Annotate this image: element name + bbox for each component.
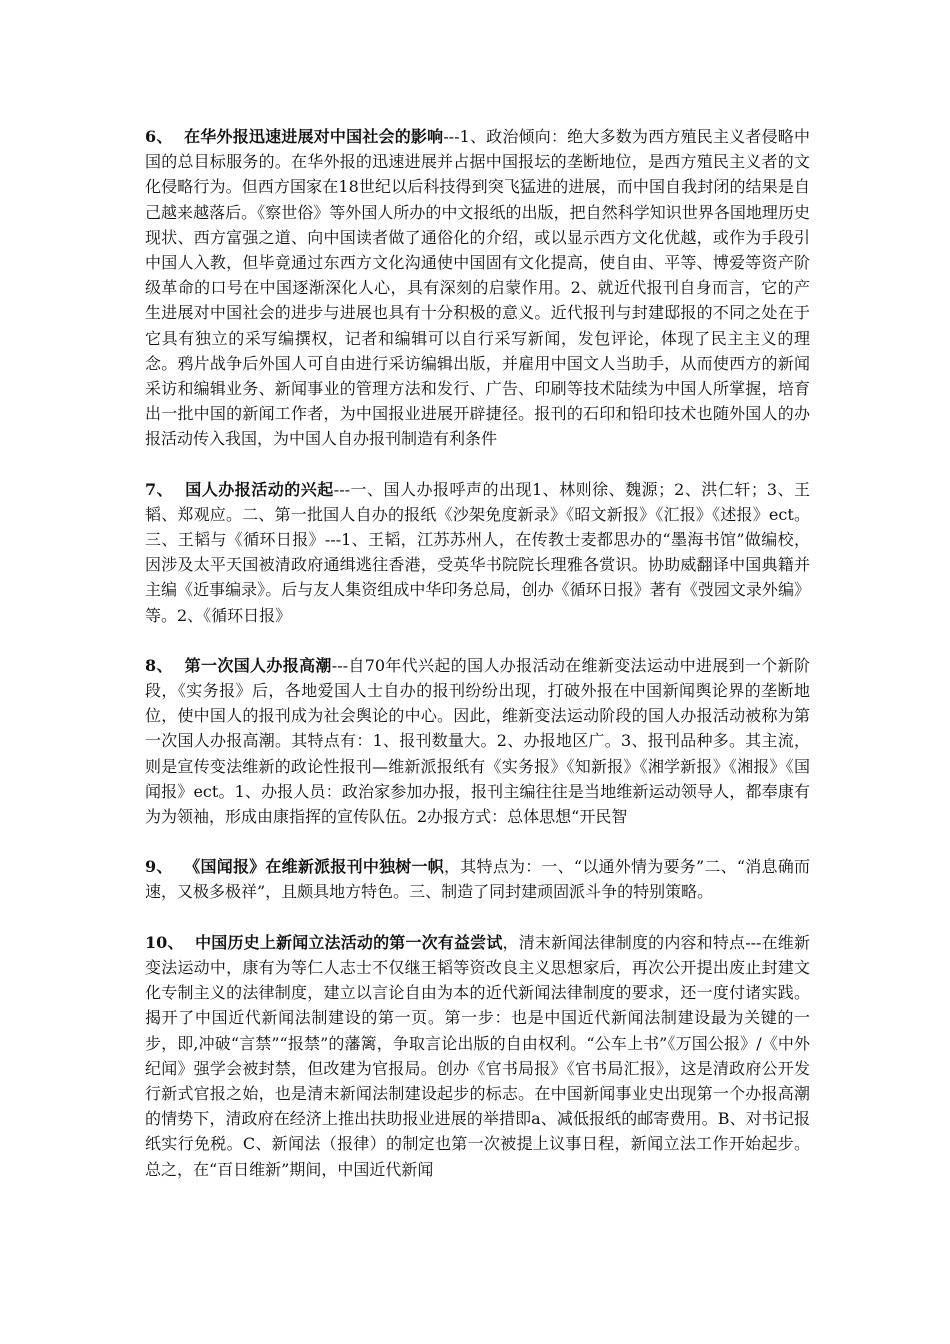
- item-body: ---自70年代兴起的国人办报活动在维新变法运动中进展到一个新阶段，《实务报》后，各地爱国人士自办的报刊纷纷出现，打破外报在中国新闻舆论界的垄断地位，使中国人的报刊成为社会舆论的中心。因此，维新变法运动阶段的国人办报活动被称为第一次国人办报高潮。其特点有：1、报刊数量大。2、办报地区广。3、报刊品种多。其主流，则是宣传变法维新的政论性报刊—维新派报纸有《实务报》《知新报》《湘学新报》《湘报》《国闻报》ect。1、办报人员：政治家参加办报，报刊主编往往是当地维新运动领导人，都奉康有为为领袖，形成由康指挥的宣传队伍。2办报方式：总体思想“开民智: [145, 655, 810, 827]
- item-number: 8、: [145, 655, 173, 675]
- item-number: 7、: [145, 479, 174, 499]
- item-heading: 国人办报活动的兴起: [185, 479, 334, 499]
- paragraph-8: [145, 653, 810, 829]
- item-number: 9、: [145, 857, 173, 877]
- paragraph-9: [145, 854, 810, 904]
- item-heading: 中国历史上新闻立法活动的第一次有益尝试: [195, 932, 503, 952]
- item-body: ，其特点为：一、“以通外情为要务”二、“消息确而速，又极多极祥”，且颇具地方特色。三、制造了同封建顽固派斗争的特别策略。: [145, 857, 810, 902]
- item-number: 6、: [145, 127, 173, 146]
- item-heading: 《国闻报》在维新派报刊中独树一帜: [184, 857, 445, 877]
- paragraph-6: [145, 124, 810, 452]
- document-page: [145, 124, 810, 1207]
- item-heading: 第一次国人办报高潮: [184, 655, 332, 675]
- item-number: 10、: [145, 932, 184, 952]
- item-body: ---一、国人办报呼声的出现1、林则徐、魏源；2、洪仁轩；3、王韬、郑观应。二、第一批国人自办的报纸《沙架免度新录》《昭文新报》《汇报》《述报》ect。三、王韬与《循环日报》---1、王韬，江苏苏州人，在传教士麦都思办的“墨海书馆”做编校，因涉及太平天国被清政府通缉逃往香港，受英华书院院长理雅各赏识。协助威翻译中国典籍并主编《近事编录》。后与友人集资组成中华印务总局，创办《循环日报》著有《弢园文录外编》等。2、《循环日报》: [145, 479, 810, 625]
- paragraph-7: [145, 477, 810, 628]
- item-heading: 在华外报迅速进展对中国社会的影响: [184, 127, 444, 146]
- paragraph-10: [145, 930, 810, 1182]
- item-body: ，清末新闻法律制度的内容和特点---在维新变法运动中，康有为等仁人志士不仅继王韬等资改良主义思想家后，再次公开提出废止封建文化专制主义的法律制度，建立以言论自由为本的近代新闻法律制度的要求，还一度付诸实践。揭开了中国近代新闻法制建设的第一页。第一步：也是中国近代新闻法制建设最为关键的一步，即,冲破“言禁”“报禁”的藩篱，争取言论出版的自由权利。“公车上书”《万国公报》/《中外纪闻》强学会被封禁，但改建为官报局。创办《官书局报》《官书局汇报》，这是清政府公开发行新式官报之始，也是清末新闻法制建设起步的标志。在中国新闻事业史出现第一个办报高潮的情势下，清政府在经济上推出扶助报业进展的举措即a、减低报纸的邮寄费用。B、对书记报纸实行免税。C、新闻法（报律）的制定也第一次被提上议事日程，新闻立法工作开始起步。总之，在“百日维新”期间，中国近代新闻: [145, 932, 810, 1179]
- item-body: ---1、政治倾向：绝大多数为西方殖民主义者侵略中国的总目标服务的。在华外报的迅速进展并占据中国报坛的垄断地位，是西方殖民主义者的文化侵略行为。但西方国家在18世纪以后科技得到突飞猛进的进展，而中国自我封闭的结果是自己越来越落后。《察世俗》等外国人所办的中文报纸的出版，把自然科学知识世界各国地理历史现状、西方富强之道、向中国读者做了通俗化的介绍，或以显示西方文化优越，或作为手段引中国人入教，但毕竟通过东西方文化沟通使中国固有文化提高，使自由、平等、博爱等资产阶级革命的口号在中国逐渐深化人心，具有深刻的启蒙作用。2、就近代报刊自身而言，它的产生进展对中国社会的进步与进展也具有十分积极的意义。近代报刊与封建邸报的不同之处在于它具有独立的采写编撰权，记者和编辑可以自行采写新闻，发包评论，体现了民主主义的理念。鸦片战争后外国人可自由进行采访编辑出版，并雇用中国文人当助手，从而使西方的新闻采访和编辑业务、新闻事业的管理方法和发行、广告、印刷等技术陆续为中国人所掌握，培育出一批中国的新闻工作者，为中国报业进展开辟捷径。报刊的石印和铅印技术也随外国人的办报活动传入我国，为中国人自办报刊制造有利条件: [145, 127, 810, 449]
